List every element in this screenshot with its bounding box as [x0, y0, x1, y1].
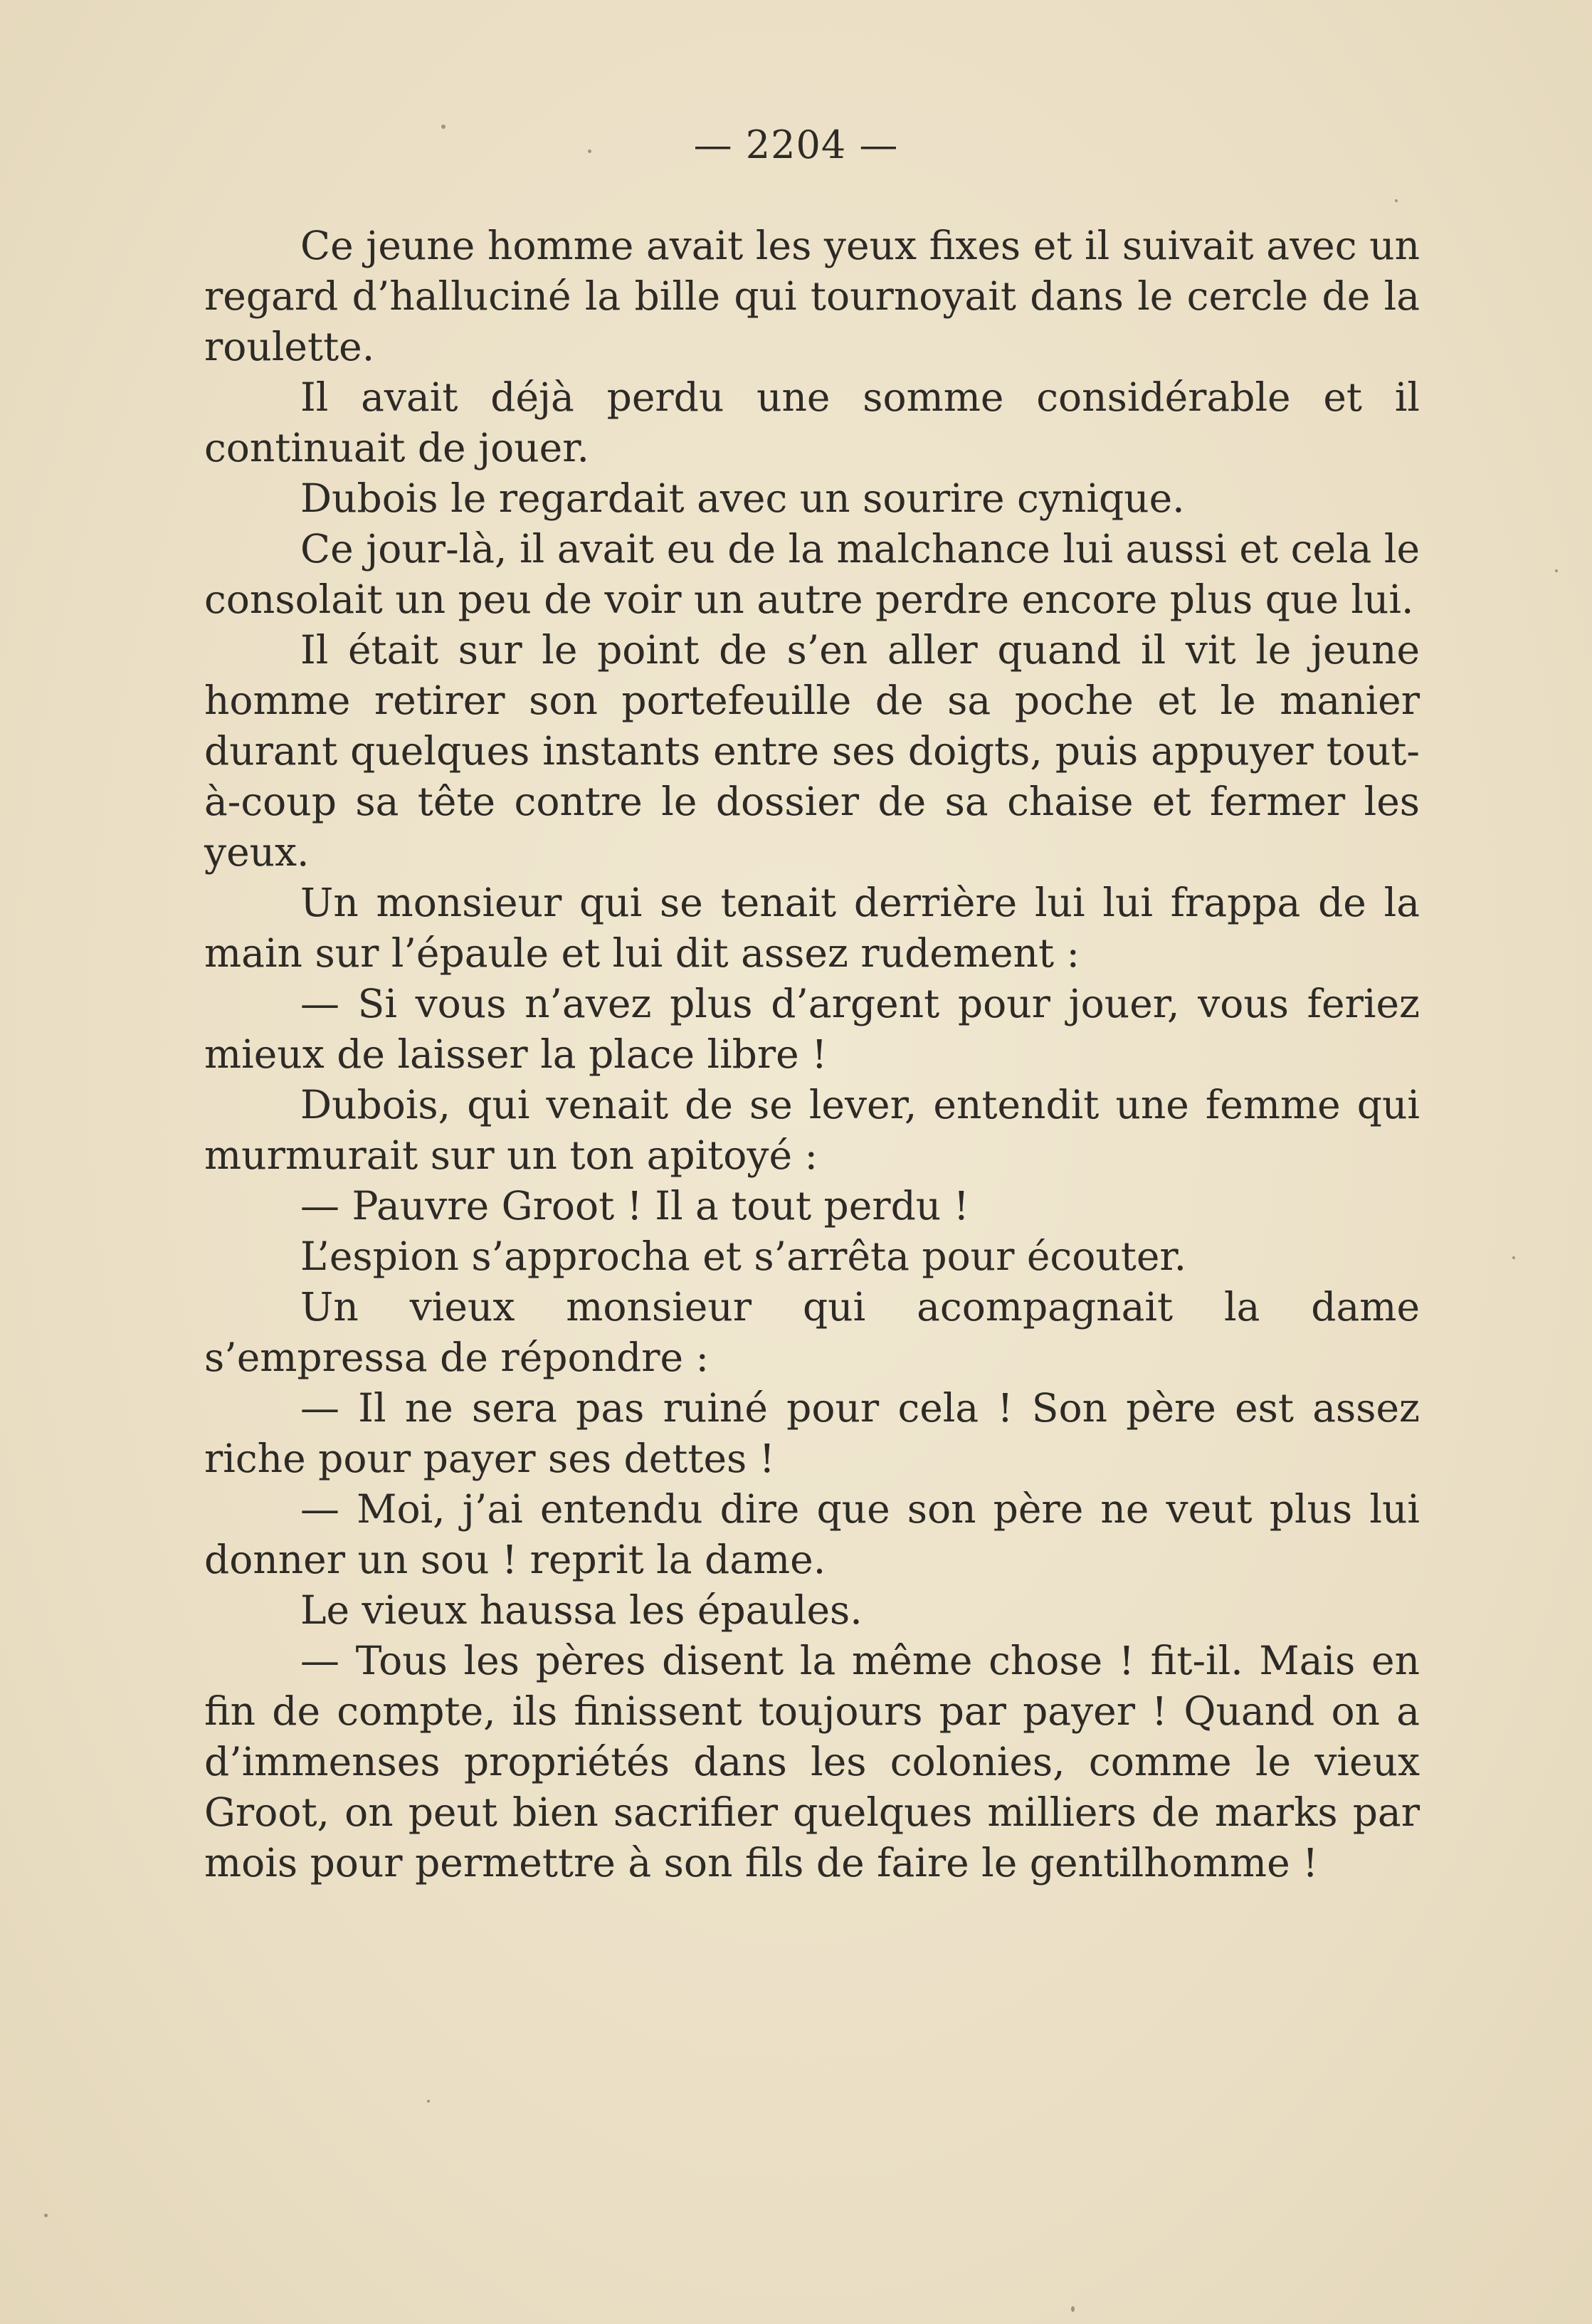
paper-speck: [588, 149, 591, 153]
paragraph: Un vieux monsieur qui acompagnait la dame s’empressa de répondre :: [204, 1284, 1420, 1380]
body-text: [204, 221, 1420, 1888]
paper-speck: [441, 125, 446, 129]
paragraph: Ce jeune homme avait les yeux fixes et il suivait avec un regard d’halluciné la bille qui tournoyait dans le cercle de la roulette.: [204, 223, 1420, 369]
paper-speck: [1512, 1256, 1515, 1259]
paragraph: L’espion s’approcha et s’arrêta pour écouter.: [300, 1234, 1187, 1279]
paragraph: Il avait déjà perdu une somme considérable et il continuait de jouer.: [204, 374, 1420, 470]
paper-speck: [427, 2100, 430, 2103]
paragraph: Dubois, qui venait de se lever, entendit une femme qui murmurait sur un ton apitoyé :: [204, 1082, 1420, 1178]
paragraph: Un monsieur qui se tenait derrière lui lui frappa de la main sur l’épaule et lui dit assez rudement :: [204, 880, 1420, 976]
paragraph: Dubois le regardait avec un sourire cynique.: [300, 475, 1185, 521]
paper-speck: [1555, 569, 1558, 572]
paper-speck: [1071, 2306, 1075, 2312]
paper-speck: [1395, 199, 1398, 202]
paragraph: — Pauvre Groot ! Il a tout perdu !: [300, 1183, 969, 1229]
paper-speck: [44, 2214, 48, 2217]
page-number: — 2204 —: [693, 122, 899, 167]
paragraph: — Moi, j’ai entendu dire que son père ne veut plus lui donner un sou ! reprit la dame.: [204, 1486, 1420, 1582]
paragraph: Le vieux haussa les épaules.: [300, 1587, 863, 1633]
paragraph: Il était sur le point de s’en aller quand il vit le jeune homme retirer son portefeuille de sa poche et le manier durant quelques instants entre ses doigts, puis appuyer tout-à-coup sa tête contre le dossier de sa chaise et fermer les yeux.: [204, 627, 1420, 875]
paragraph: — Si vous n’avez plus d’argent pour jouer, vous feriez mieux de laisser la place libre !: [204, 981, 1420, 1077]
paragraph: Ce jour-là, il avait eu de la malchance lui aussi et cela le consolait un peu de voir un autre perdre encore plus que lui.: [204, 526, 1420, 622]
paragraph: — Il ne sera pas ruiné pour cela ! Son père est assez riche pour payer ses dettes !: [204, 1385, 1420, 1481]
paragraph: — Tous les pères disent la même chose ! fit-il. Mais en fin de compte, ils finissent toujours par payer ! Quand on a d’immenses propriétés dans les colonies, comme le vieux Groot, on peut bien sacrifier quelques milliers de marks par mois pour permettre à son fils de faire le gentilhomme !: [204, 1638, 1420, 1886]
